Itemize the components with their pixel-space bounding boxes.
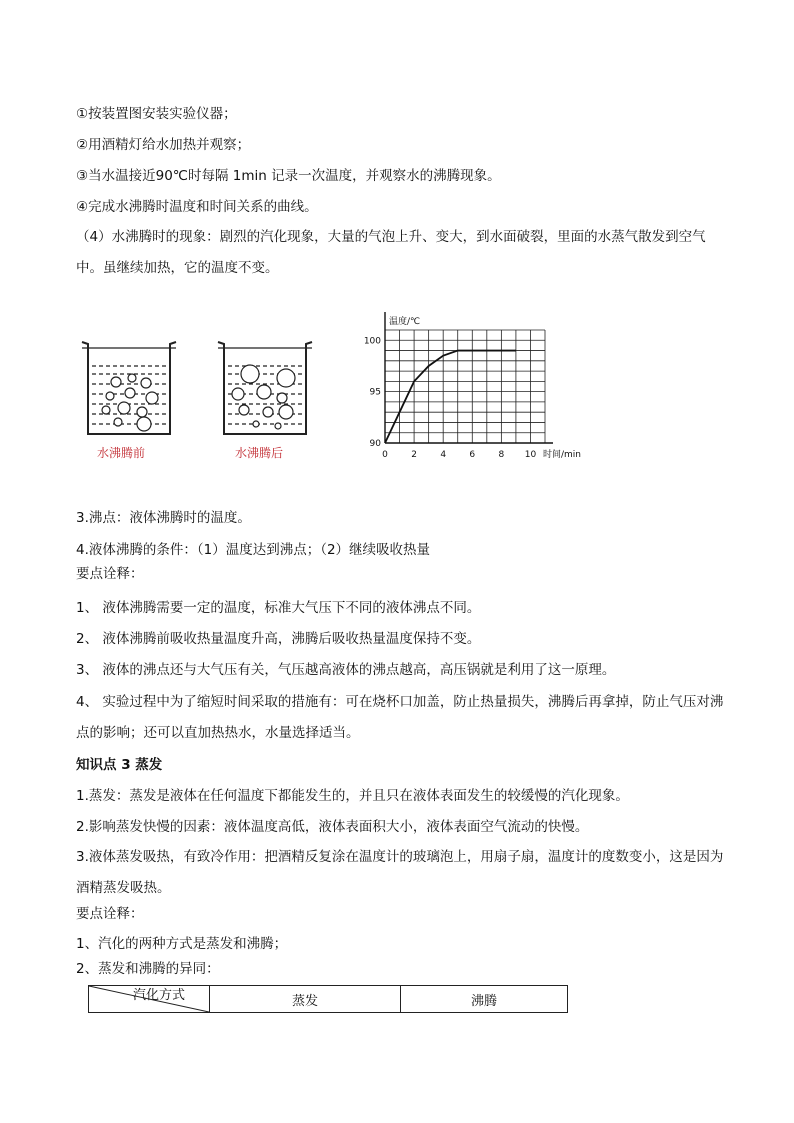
beaker-after-figure bbox=[216, 338, 316, 438]
x-tick-label: 0 bbox=[382, 450, 388, 460]
boiling-point: 3.沸点：液体沸腾时的温度。 bbox=[76, 510, 251, 526]
boiling-note-1: 1、 液体沸腾需要一定的温度，标准大气压下不同的液体沸点不同。 bbox=[76, 600, 481, 616]
step-1: ①按装置图安装实验仪器； bbox=[76, 106, 237, 122]
header-boiling: 沸腾 bbox=[401, 986, 568, 1013]
header-evaporation: 蒸发 bbox=[210, 986, 401, 1013]
comparison-table bbox=[88, 985, 568, 1013]
temperature-time-chart bbox=[360, 300, 582, 470]
step-4: ④完成水沸腾时温度和时间关系的曲线。 bbox=[76, 199, 318, 215]
y-tick-label: 95 bbox=[369, 387, 381, 398]
y-tick-label: 100 bbox=[363, 336, 381, 347]
after-caption: 水沸腾后 bbox=[235, 446, 284, 460]
boiling-note-3: 3、 液体的沸点还与大气压有关，气压越高液体的沸点越高，高压锅就是利用了这一原理。 bbox=[76, 662, 616, 678]
evaporation-note-2: 2、蒸发和沸腾的异同： bbox=[76, 961, 220, 977]
section-title: 知识点 3 蒸发 bbox=[76, 757, 163, 773]
y-tick-label: 90 bbox=[369, 439, 381, 449]
evaporation-item-2: 2.影响蒸发快慢的因素：液体温度高低，液体表面积大小，液体表面空气流动的快慢。 bbox=[76, 819, 589, 835]
evaporation-item-1: 1.蒸发：蒸发是液体在任何温度下都能发生的，并且只在液体表面发生的较缓慢的汽化现象。 bbox=[76, 788, 629, 804]
boiling-condition: 4.液体沸腾的条件：（1）温度达到沸点；（2）继续吸收热量 bbox=[76, 542, 431, 558]
evaporation-note-1: 1、汽化的两种方式是蒸发和沸腾； bbox=[76, 936, 288, 952]
evaporation-item-3: 3.液体蒸发吸热，有致冷作用：把酒精反复涂在温度计的玻璃泡上，用扇子扇，温度计的度数变小，这是因为酒精蒸发吸热。 bbox=[76, 849, 724, 896]
x-tick-label: 2 bbox=[411, 450, 417, 460]
table-header-row bbox=[89, 986, 568, 1013]
boiling-phenomenon: （4）水沸腾时的现象：剧烈的汽化现象，大量的气泡上升、变大，到水面破裂，里面的水蒸气散发到空气中。虽继续加热，它的温度不变。 bbox=[76, 229, 706, 276]
beaker-before-figure bbox=[80, 338, 180, 438]
header-vaporization-method: 汽化方式 bbox=[132, 987, 185, 1003]
x-tick-label: 6 bbox=[469, 450, 476, 460]
before-caption: 水沸腾前 bbox=[97, 446, 146, 460]
x-tick-label: 8 bbox=[498, 450, 505, 460]
boiling-note-4: 4、 实验过程中为了缩短时间采取的措施有：可在烧杯口加盖，防止热量损失，沸腾后再拿掉，防止气压对沸点的影响；还可以直加热热水，水量选择适当。 bbox=[76, 694, 724, 741]
header-diagonal-cell bbox=[89, 986, 210, 1013]
step-2: ②用酒精灯给水加热并观察； bbox=[76, 137, 251, 153]
boiling-note-2: 2、 液体沸腾前吸收热量温度升高，沸腾后吸收热量温度保持不变。 bbox=[76, 631, 481, 647]
notes-title-1: 要点诠释： bbox=[76, 566, 144, 582]
notes-title-2: 要点诠释： bbox=[76, 906, 144, 922]
x-tick-label: 4 bbox=[440, 450, 447, 460]
x-axis-label: 时间/min bbox=[543, 450, 582, 460]
series-line bbox=[385, 351, 516, 443]
x-tick-label: 10 bbox=[524, 450, 537, 460]
step-3: ③当水温接近90℃时每隔 1min 记录一次温度，并观察水的沸腾现象。 bbox=[76, 168, 501, 184]
y-axis-label: 温度/℃ bbox=[389, 317, 421, 327]
